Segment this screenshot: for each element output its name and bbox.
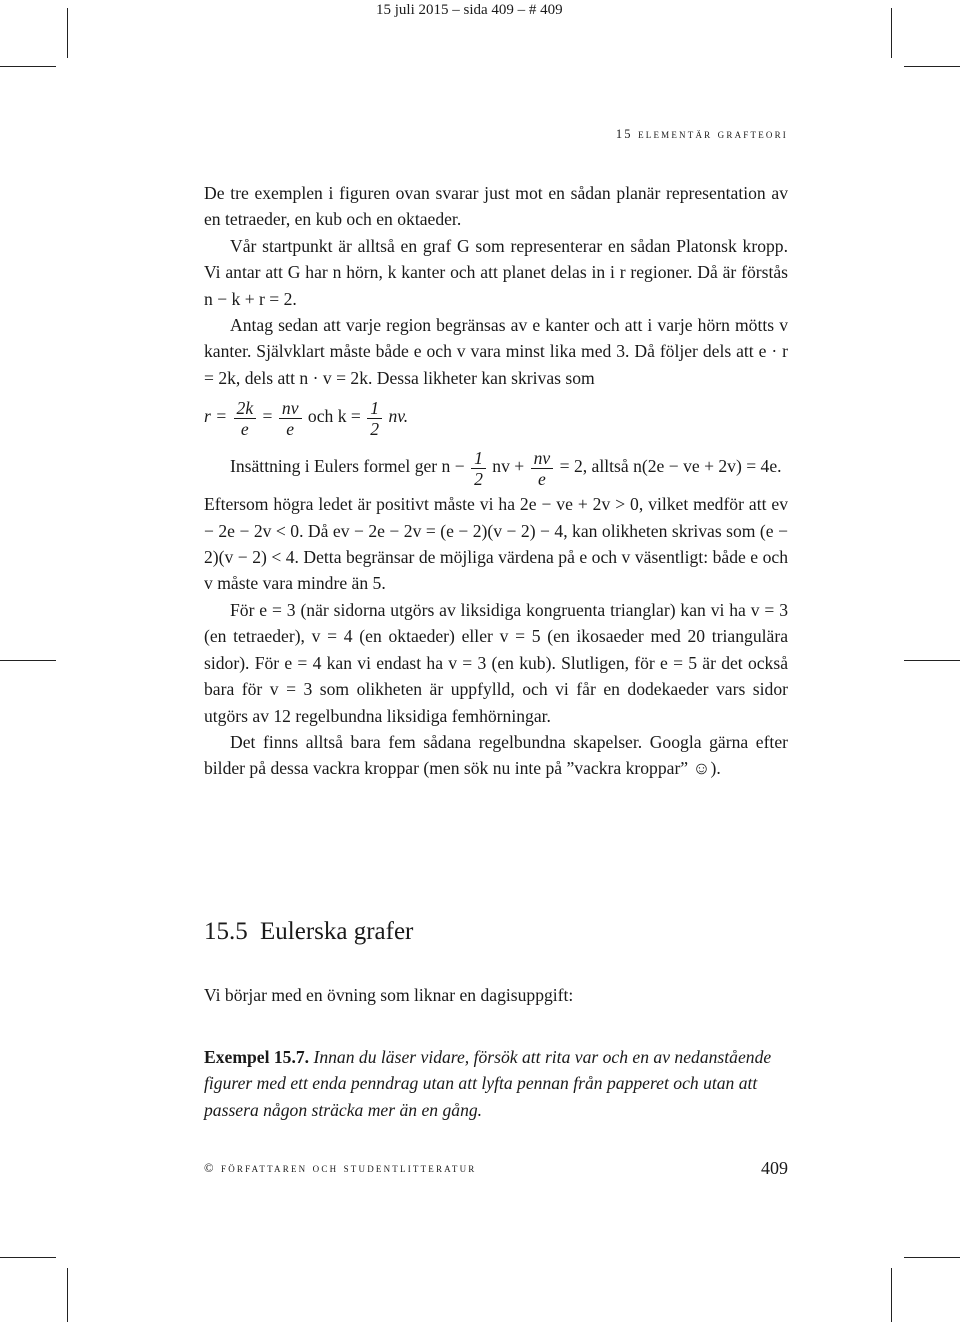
crop-mark xyxy=(904,660,960,661)
eq-text: = 2, alltså n(2e − ve + 2v) = 4e. xyxy=(559,456,782,477)
page-number: 409 xyxy=(761,1158,788,1178)
paragraph: Antag sedan att varje region begränsas av e kanter och att i varje hörn mötts v kanter. Självklart måste både e och v vara minst lika med 3. Då följer dels att e · r = 2k, dels att n · v = 2k. Dessa likheter kan skrivas som xyxy=(204,315,788,388)
crop-mark xyxy=(904,1257,960,1258)
crop-mark xyxy=(67,1268,68,1322)
equation xyxy=(204,441,788,491)
example-block xyxy=(204,1044,788,1123)
fraction: $\frac{2k}{e}$ xyxy=(234,398,257,439)
eq-text: nv. xyxy=(388,406,409,427)
example-text: Innan du läser vidare, försök att rita var och en av nedanstående figurer med ett enda penndrag utan att lyfta pennan från papperet och utan att passera någon sträcka mer än en gång. xyxy=(204,1047,772,1120)
footer-copyright: © författaren och studentlitteratur xyxy=(204,1161,477,1175)
crop-mark xyxy=(0,1257,56,1258)
eq-text: r = xyxy=(204,406,228,427)
fraction: $\frac{1}{2}$ xyxy=(471,448,486,489)
equation xyxy=(204,391,788,441)
paragraph: För e = 3 (när sidorna utgörs av liksidiga kongruenta trianglar) kan vi ha v = 3 (en tetraeder), v = 4 (en oktaeder) eller v = 5 (en ikosaeder med 20 triangulära sidor). För e = 4 kan vi endast ha v = 3 (en kub). Slutligen, för e = 5 är det också bara för v = 3 som olikheten är uppfylld, och vi får en dodekaeder vars sidor utgörs av 12 regelbundna liksidiga femhörningar. xyxy=(204,599,788,726)
eq-text: och k = xyxy=(307,406,361,427)
paragraph: Det finns alltså bara fem sådana regelbundna skapelser. Googla gärna efter bilder på dessa vackra kroppar (men sök nu inte på ”vackra kroppar” ☺). xyxy=(204,731,788,779)
section-intro: Vi börjar med en övning som liknar en dagisuppgift: xyxy=(204,985,574,1005)
crop-mark xyxy=(904,66,960,67)
main-text xyxy=(204,180,788,782)
crop-mark xyxy=(891,1268,892,1322)
running-head: 15 elementär grafteori xyxy=(615,127,788,141)
crop-mark xyxy=(0,660,56,661)
paragraph: De tre exemplen i figuren ovan svarar just mot en sådan planär representation av en tetraeder, en kub och en oktaeder. xyxy=(204,183,788,230)
fraction: $\frac{1}{2}$ xyxy=(367,398,382,439)
paragraph: Eftersom högra ledet är positivt måste vi ha 2e − ve + 2v > 0, vilket medför att ev − 2e − 2v < 0. Då ev − 2e − 2v = (e − 2)(v − 2) − 4, kan olikheten skrivas som (e − 2)(v − 2) < 4. Detta begränsar de möjliga värdena på e och v väsentligt: både e och v måste vara mindre än 5. xyxy=(204,494,788,594)
example-label: Exempel 15.7. xyxy=(204,1047,310,1067)
crop-mark xyxy=(891,8,892,58)
paragraph: Vår startpunkt är alltså en graf G som representerar en sådan Platonsk kropp. Vi antar att G har n hörn, k kanter och att planet delas in i r regioner. Då är förstås n − k + r = 2. xyxy=(204,235,788,309)
crop-mark xyxy=(67,8,68,58)
eq-text: = xyxy=(262,406,273,427)
fraction: $\frac{nv}{e}$ xyxy=(279,398,302,439)
section-title: Eulerska grafer xyxy=(260,918,414,945)
fraction: $\frac{nv}{e}$ xyxy=(531,448,554,489)
section-number: 15.5 xyxy=(204,918,248,945)
eq-text: nv + xyxy=(492,456,525,477)
eq-text: Insättning i Eulers formel ger n − xyxy=(230,456,465,477)
section-heading xyxy=(204,918,413,946)
crop-mark xyxy=(0,66,56,67)
print-slug: 15 juli 2015 – sida 409 – # 409 xyxy=(376,2,563,18)
